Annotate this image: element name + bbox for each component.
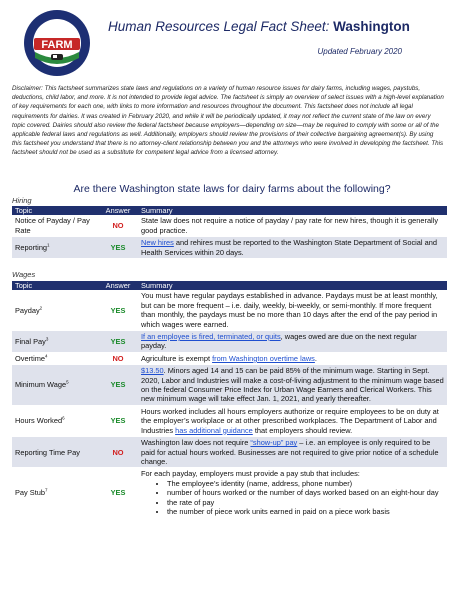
- row-answer: YES: [98, 290, 138, 330]
- row-topic: Hours Worked$^6$: [12, 405, 98, 436]
- row-topic: Final Pay$^3$: [12, 331, 98, 353]
- table-row: [12, 215, 447, 236]
- minimum-wage-link[interactable]: $13.50: [141, 366, 164, 376]
- disclaimer: Disclaimer: This factsheet summarizes state laws and regulations on a variety of human resource issues for dairy farms, including wages, paystubs, deductions, child labor, and more. It is not intended to provide legal advice. The factsheet is simply an overview of select issues with a high-level explanation of key requirements for each one, with links to more information and resources throughout the document. This factsheet does not include all legal requirements for dairies. It was created in February 2020, and while it will be periodically updated, it may not reflect the current state of the law on every topic covered. Dairies should also review the federal factsheet because employers—depending on size—may be required to comply with some or all of the applicable federal laws and regulations as well. Additionally, employers should review the provisions of their collective bargaining agreement(s). By using this factsheet you understand that there is no attorney-client relationship between you and the attorneys who were involved in developing the factsheet. This factsheet should not be used as a substitute for competent legal advice from a licensed attorney.: [12, 85, 444, 157]
- title-state: Washington: [333, 19, 410, 34]
- hiring-label: Hiring: [12, 196, 32, 205]
- row-summary: New hires and rehires must be reported to the Washington State Department of Social and Health Services within 20 days.: [138, 237, 447, 259]
- pay-stub-list: [141, 479, 444, 517]
- table-header: [12, 206, 447, 215]
- row-topic: Minimum Wage$^5$: [12, 365, 98, 406]
- hiring-table: [12, 206, 447, 259]
- row-answer: YES: [98, 331, 138, 353]
- hours-guidance-link[interactable]: has additional guidance: [175, 425, 253, 435]
- table-header: [12, 281, 447, 290]
- col-topic: Topic: [12, 281, 98, 290]
- col-answer: Answer: [98, 281, 138, 290]
- row-topic: Reporting$^1$: [12, 237, 98, 259]
- row-summary: Agriculture is exempt from Washington overtime laws.: [138, 352, 447, 364]
- table-row: [12, 331, 447, 353]
- row-topic: Overtime$^4$: [12, 352, 98, 364]
- logo-text: FARM: [41, 39, 73, 51]
- updated-date: Updated February 2020: [317, 47, 402, 56]
- row-answer: YES: [98, 468, 138, 518]
- table-row: [12, 237, 447, 259]
- row-answer: YES: [98, 365, 138, 406]
- row-summary: You must have regular paydays established in advance. Paydays must be at least monthly, but can be more frequent – i.e. daily, weekly, bi-weekly, or semi-monthly. If more frequent than monthly, the paydays must be no more than 10 days after the end of the pay period in which wages were earned.: [138, 290, 447, 330]
- show-up-pay-link[interactable]: “show-up” pay: [250, 438, 298, 448]
- farm-logo: [22, 8, 92, 78]
- col-summary: Summary: [138, 206, 447, 215]
- row-summary: Hours worked includes all hours employers authorize or require employees to be on duty at the employer’s workplace or at other prescribed workplaces. The Department of Labor and Industries has additional guidance that employers should review.: [138, 405, 447, 436]
- row-answer: YES: [98, 237, 138, 259]
- wages-table: [12, 281, 447, 518]
- table-row: [12, 352, 447, 364]
- section-question: Are there Washington state laws for dairy farms about the following?: [73, 183, 391, 195]
- row-summary: Washington law does not require “show-up” pay – i.e. an employee is only required to be paid for actual hours worked. Businesses are not required to give prior notice of a schedule change.: [138, 437, 447, 468]
- row-topic: Notice of Payday / Pay Rate: [12, 215, 98, 236]
- col-topic: Topic: [12, 206, 98, 215]
- row-answer: NO: [98, 352, 138, 364]
- table-row: [12, 365, 447, 406]
- list-item: • the rate of pay: [167, 498, 444, 507]
- table-row: [12, 468, 447, 518]
- row-answer: NO: [98, 215, 138, 236]
- row-answer: YES: [98, 405, 138, 436]
- list-item: • The employee’s identity (name, address, phone number): [167, 479, 444, 488]
- row-summary: If an employee is fired, terminated, or quits, wages owed are due on the next regular payday.: [138, 331, 447, 353]
- wages-label: Wages: [12, 270, 36, 279]
- list-item: • the number of piece work units earned in paid on a piece work basis: [167, 507, 444, 516]
- page-title: [108, 19, 410, 34]
- col-answer: Answer: [98, 206, 138, 215]
- col-summary: Summary: [138, 281, 447, 290]
- overtime-link[interactable]: from Washington overtime laws: [212, 353, 315, 363]
- row-topic: Pay Stub$^7$: [12, 468, 98, 518]
- final-pay-link[interactable]: If an employee is fired, terminated, or quits: [141, 332, 281, 342]
- row-topic: Reporting Time Pay: [12, 437, 98, 468]
- row-topic: Payday$^2$: [12, 290, 98, 330]
- title-prefix: Human Resources Legal Fact Sheet:: [108, 19, 334, 34]
- row-answer: NO: [98, 437, 138, 468]
- row-summary: State law does not require a notice of payday / pay rate for new hires, though it is generally good practice.: [138, 215, 447, 236]
- new-hires-link[interactable]: New hires: [141, 238, 174, 248]
- table-row: [12, 290, 447, 330]
- table-row: [12, 437, 447, 468]
- row-summary: $13.50. Minors aged 14 and 15 can be paid 85% of the minimum wage. Starting in Sept. 2020, Labor and Industries will make a cost-of-living adjustment to the minimum wage based on the federal Consumer Price Index for Urban Wage Earners and Clerical Workers. This new minimum wage will take effect Jan. 1, 2021, and yearly thereafter.: [138, 365, 447, 406]
- row-summary: For each payday, employers must provide a pay stub that includes: • The employee’s identity (name, address, phone number) • number of hours worked or the number of days worked based on an eight-hour day • the rate of pay • the number of piece work units earned in paid on a piece work basis: [138, 468, 447, 518]
- table-row: [12, 405, 447, 436]
- list-item: • number of hours worked or the number of days worked based on an eight-hour day: [167, 488, 444, 497]
